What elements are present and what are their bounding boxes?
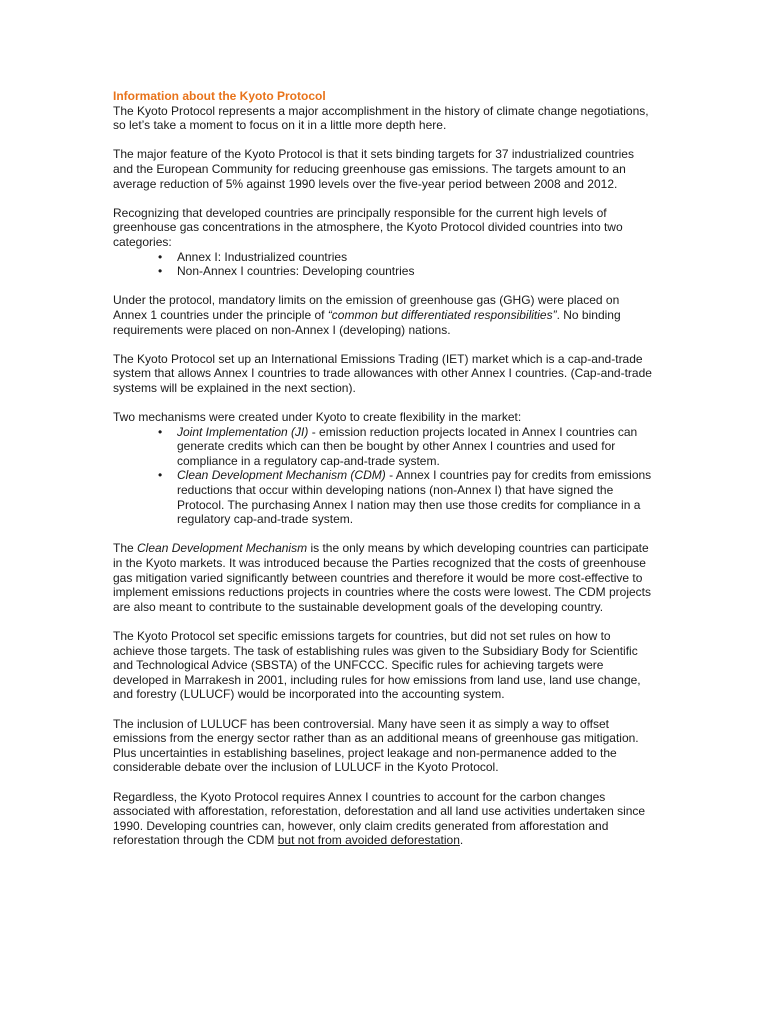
limits-paragraph [113, 293, 653, 337]
mechanisms-list [113, 425, 653, 527]
cdm-text-start: The [113, 541, 138, 556]
cdm-term: Clean Development Mechanism [137, 541, 308, 556]
rules-paragraph: The Kyoto Protocol set specific emissions targets for countries, but did not set rules on how to achieve those targets. The task of establishing rules was given to the Subsidiary Body for Scientific and Technological Advice (SBSTA) of the UNFCCC. Specific rules for achieving targets were developed in Marrakesh in 2001, including rules for how emissions from land use, land use change, and forestry (LULUCF) would be incorporated into the accounting system. [113, 628, 641, 702]
cdm-text: is the only means by which developing countries can participate in the Kyoto markets. It was introduced because the Parties recognized that the costs of greenhouse gas mitigation varied significantly between countries and therefore it would be more cost-effective to implement emissions reductions projects in countries where the costs were lowest. The CDM projects are also meant to contribute to the sustainable development goals of the developing country. [113, 541, 651, 614]
iet-paragraph: The Kyoto Protocol set up an International Emissions Trading (IET) market which is a cap-and-trade system that allows Annex I countries to trade allowances with other Annex I countries. (Cap-and-trade systems will be explained in the next section). [113, 351, 652, 395]
lulucf-paragraph: The inclusion of LULUCF has been controversial. Many have seen it as simply a way to offset emissions from the energy sector rather than as an additional means of greenhouse gas mitigation. Plus uncertainties in establishing baselines, project leakage and non-permanence added to the considerable debate over the inclusion of LULUCF in the Kyoto Protocol. [113, 716, 639, 775]
list-item [113, 468, 653, 526]
final-text-end: . [459, 833, 464, 848]
mechanism-text: - Annex I countries pay for credits from emissions reductions that occur within developing nations (non-Annex I) that have signed the Protocol. The purchasing Annex I nation may then use those credits for compliance in a regulatory cap-and-trade system. [177, 468, 652, 527]
mechanism-name: Clean Development Mechanism (CDM) [177, 468, 386, 483]
cdm-paragraph [113, 541, 653, 614]
final-text: Regardless, the Kyoto Protocol requires Annex I countries to account for the carbon changes associated with afforestation, reforestation, deforestation and all land use activities undertaken since 1990. Developing countries can, however, only claim credits generated from afforestation and reforestation through the CDM [113, 789, 646, 848]
final-underlined-text: but not from avoided deforestation [277, 833, 460, 848]
categories-paragraph: Recognizing that developed countries are principally responsible for the current high levels of greenhouse gas concentrations in the atmosphere, the Kyoto Protocol divided countries into two categories: [113, 205, 623, 249]
mechanism-name: Joint Implementation (JI) [177, 424, 309, 439]
final-paragraph [113, 790, 653, 848]
limits-principle: “common but differentiated responsibilities” [327, 307, 557, 322]
intro-paragraph: The Kyoto Protocol represents a major accomplishment in the history of climate change negotiations, so let’s take a moment to focus on it in a little more depth here. [113, 103, 649, 133]
document-body [113, 89, 653, 862]
limits-text-end: . No binding requirements were placed on non-Annex I (developing) nations. [113, 307, 621, 337]
list-item: • Non-Annex I countries: Developing countries [113, 264, 653, 279]
mechanisms-intro: Two mechanisms were created under Kyoto to create flexibility in the market: [113, 410, 522, 425]
mechanism-text: - emission reduction projects located in Annex I countries can generate credits which can then be bought by other Annex I countries and used for compliance in a regulatory cap-and-trade system. [177, 424, 638, 468]
categories-list [113, 250, 653, 279]
list-item: • Annex I: Industrialized countries [113, 250, 653, 265]
list-item [113, 425, 653, 469]
document-heading: Information about the Kyoto Protocol [113, 89, 326, 103]
limits-text: Under the protocol, mandatory limits on the emission of greenhouse gas (GHG) were placed on Annex 1 countries under the principle of [113, 293, 620, 322]
targets-paragraph: The major feature of the Kyoto Protocol is that it sets binding targets for 37 industrialized countries and the European Community for reducing greenhouse gas emissions. The targets amount to an average reduction of 5% against 1990 levels over the five-year period between 2008 and 2012. [113, 147, 634, 191]
